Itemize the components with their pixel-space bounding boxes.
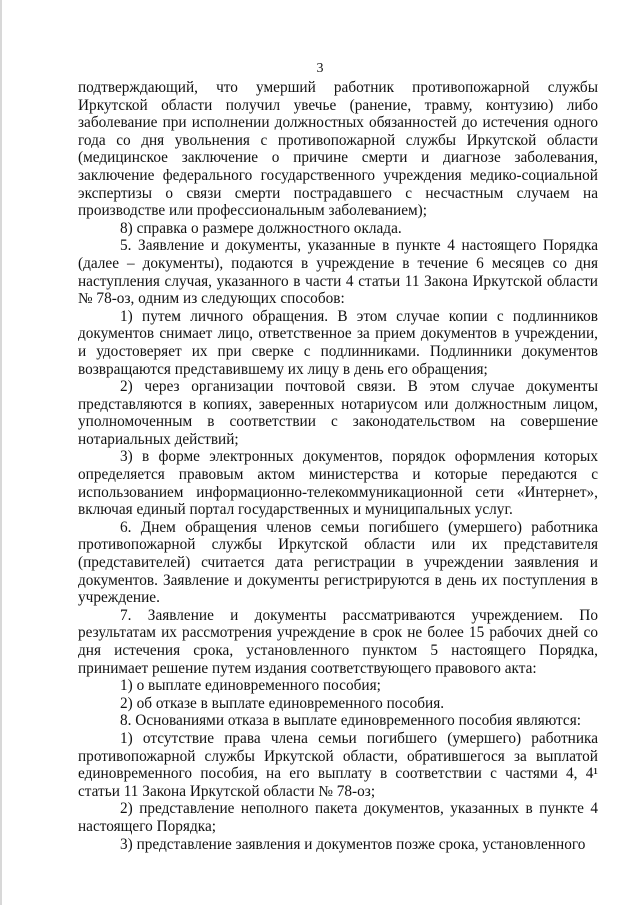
paragraph-section-5: 5. Заявление и документы, указанные в пункте 4 настоящего Порядка (далее – документы), подаются в учреждение в течение 6 месяцев со дня наступления случая, указанного в части 4 статьи 11 Закона Иркутской области № 78-оз, одним из следующих способов: bbox=[78, 237, 598, 308]
paragraph-continuation: подтверждающий, что умерший работник противопожарной службы Иркутской области получил увечье (ранение, травму, контузию) либо заболевание при исполнении должностных обязанностей до истечения одного года со дня увольнения с противопожарной службы Иркутской области (медицинское заключение о причине смерти и диагнозе заболевания, заключение федерального государственного учреждения медико-социальной экспертизы о связи смерти пострадавшего с несчастным случаем на производстве или профессиональным заболеванием); bbox=[78, 79, 598, 220]
paragraph-method-1: 1) путем личного обращения. В этом случае копии с подлинников документов снимает лицо, ответственное за прием документов в учреждении, и удостоверяет их при сверке с подлинниками. Подлинники документов возвращаются представившему их лицу в день его обращения; bbox=[78, 307, 598, 378]
document-body bbox=[78, 79, 598, 853]
paragraph-method-2: 2) через организации почтовой связи. В этом случае документы представляются в копиях, заверенных нотариусом или должностным лицом, уполномоченным в соответствии с законодательством на совершение нотариальных действий; bbox=[78, 378, 598, 448]
page-number: 3 bbox=[316, 61, 324, 76]
paragraph-refusal-2: 2) представление неполного пакета документов, указанных в пункте 4 настоящего Порядка; bbox=[78, 800, 598, 835]
scan-edge bbox=[0, 0, 2, 905]
paragraph-item-8: 8) справка о размере должностного оклада. bbox=[120, 219, 402, 237]
paragraph-decision-1: 1) о выплате единовременного пособия; bbox=[120, 677, 381, 695]
paragraph-refusal-1: 1) отсутствие права члена семьи погибшего (умершего) работника противопожарной службы Иркутской области, обратившегося за выплатой единовременного пособия, на его выплату в соответствии с частями 4, 4¹ статьи 11 Закона Иркутской области № 78-оз; bbox=[78, 729, 598, 800]
paragraph-section-6: 6. Днем обращения членов семьи погибшего (умершего) работника противопожарной службы Иркутской области или их представителя (представителей) считается дата регистрации в учреждении заявления и документов. Заявление и документы регистрируются в день их поступления в учреждение. bbox=[78, 518, 598, 607]
paragraph-section-7: 7. Заявление и документы рассматриваются учреждением. По результатам их рассмотрения учреждение в срок не более 15 рабочих дней со дня истечения срока, установленного пунктом 5 настоящего Порядка, принимает решение путем издания соответствующего правового акта: bbox=[78, 606, 598, 677]
paragraph-refusal-3: 3) представление заявления и документов позже срока, установленного bbox=[120, 835, 586, 853]
paragraph-section-8: 8. Основаниями отказа в выплате единовременного пособия являются: bbox=[120, 712, 582, 730]
paragraph-decision-2: 2) об отказе в выплате единовременного пособия. bbox=[120, 694, 445, 712]
paragraph-method-3: 3) в форме электронных документов, порядок оформления которых определяется правовым актом министерства и которые передаются с использованием информационно-телекоммуникационной сети «Интернет», включая единый портал государственных и муниципальных услуг. bbox=[78, 448, 598, 519]
